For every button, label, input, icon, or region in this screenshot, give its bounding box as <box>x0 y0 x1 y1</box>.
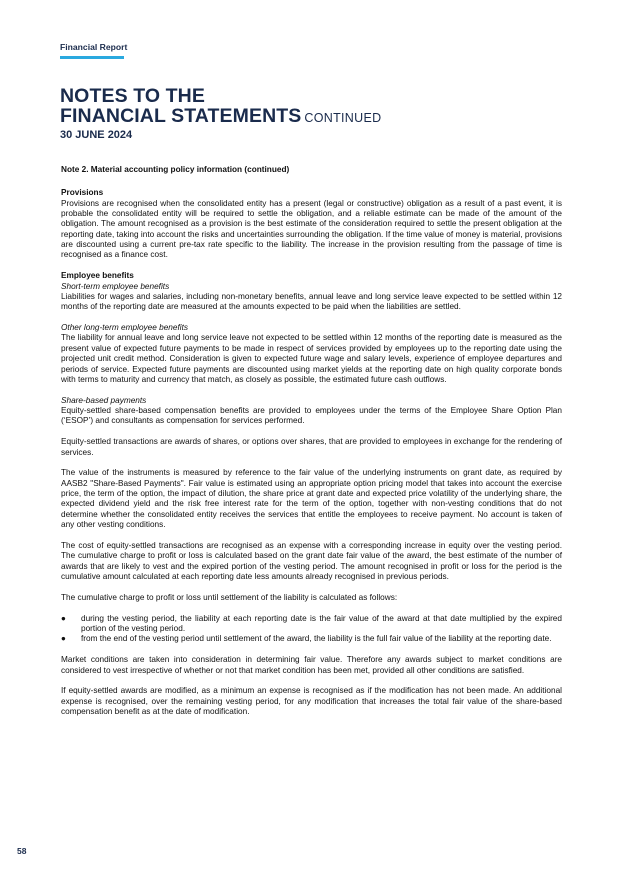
share-based-heading: Share-based payments <box>61 395 147 405</box>
short-term-text: Liabilities for wages and salaries, including non-monetary benefits, annual leave and long service leave expected to be settled within 12 months of the reporting date are measured at the amounts expected to be paid when the liabilities are settled. <box>61 291 562 312</box>
provisions-text: Provisions are recognised when the consolidated entity has a present (legal or constructive) obligation as a result of a past event, it is probable the consolidated entity will be required to settle the obligation, and a reliable estimate can be made of the amount of the obligation. The amount recognised as a provision is the best estimate of the consideration required to settle the present obligation at the reporting date, taking into account the risks and uncertainties surrounding the obligation. If the time value of money is material, provisions are discounted using a current pre-tax rate specific to the liability. The increase in the provision resulting from the passage of time is recognised as a finance cost. <box>61 198 562 260</box>
share-based-paragraph-4: The cost of equity-settled transactions are recognised as an expense with a corresponding increase in equity over the vesting period. The cumulative charge to profit or loss is calculated based on the grant date fair value of the award, the best estimate of the number of awards that are likely to vest and the expired portion of the vesting period. The amount recognised in profit or loss for the period is the cumulative amount calculated at each reporting date less amounts already recognised in previous periods. <box>61 540 562 581</box>
document-body <box>61 165 562 717</box>
short-term-heading: Short-term employee benefits <box>61 281 170 291</box>
title-line-2 <box>60 106 381 128</box>
share-based-paragraph-2: Equity-settled transactions are awards of shares, or options over shares, that are provided to employees in exchange for the rendering of services. <box>61 437 562 457</box>
bullet-icon: ● <box>61 613 66 623</box>
share-based-paragraph-5: The cumulative charge to profit or loss until settlement of the liability is calculated as follows: <box>61 592 398 602</box>
bullet-text: from the end of the vesting period until settlement of the award, the liability is the full fair value of the liability at the reporting date. <box>81 634 552 644</box>
employee-benefits-heading: Employee benefits <box>61 271 134 281</box>
header-accent-rule <box>60 56 124 59</box>
long-term-heading: Other long-term employee benefits <box>61 323 189 333</box>
provisions-heading: Provisions <box>61 188 104 198</box>
bullet-text: during the vesting period, the liability at each reporting date is the fair value of the award at that date multiplied by the expired portion of the vesting period. <box>81 613 562 634</box>
share-based-paragraph-1: Equity-settled share-based compensation benefits are provided to employees under the terms of the Employee Share Option Plan (‘ESOP’) and consultants as compensation for services performed. <box>61 406 562 426</box>
page-number: 58 <box>17 846 27 856</box>
vesting-bullet-list <box>61 614 562 645</box>
long-term-text: The liability for annual leave and long service leave not expected to be settled within 12 months of the reporting date is measured as the present value of expected future payments to be made in respect of services provided by employees up to the reporting date using the projected unit credit method. Consideration is given to expected future wage and salary levels, experience of employee departures and periods of service. Expected future payments are discounted using market yields at the reporting date on high quality corporate bonds with terms to maturity and currency that match, as closely as possible, the estimated future cash outflows. <box>61 333 562 384</box>
report-label: Financial Report <box>60 42 128 52</box>
note-title: Note 2. Material accounting policy information (continued) <box>61 165 290 174</box>
page-title <box>60 86 381 128</box>
share-based-paragraph-6: Market conditions are taken into consideration in determining fair value. Therefore any awards subject to market conditions are considered to vest irrespective of whether or not that market condition has been met, provided all other conditions are satisfied. <box>61 655 562 675</box>
share-based-paragraph-7: If equity-settled awards are modified, as a minimum an expense is recognised as if the modification has not been made. An additional expense is recognised, over the remaining vesting period, for any modification that increases the total fair value of the share-based compensation benefit as at the date of modification. <box>61 686 562 717</box>
title-line-2-text: FINANCIAL STATEMENTS <box>60 105 302 127</box>
share-based-paragraph-3: The value of the instruments is measured by reference to the fair value of the underlying instruments on grant date, as required by AASB2 "Share-Based Payments". Fair value is estimated using an appropriate option pricing model that takes into account the exercise price, the term of the option, the impact of dilution, the share price at grant date and expected price volatility of the underlying share, the expected dividend yield and the risk free interest rate for the term of the option, together with non-vesting conditions that do not determine whether the consolidated entity receives the services that entitle the employees to receive payment. No account is taken of any other vesting conditions. <box>61 468 562 530</box>
list-item <box>61 634 562 644</box>
page-subtitle-date: 30 JUNE 2024 <box>60 129 133 141</box>
list-item <box>61 614 562 635</box>
title-continued: CONTINUED <box>304 111 382 125</box>
title-line-1: NOTES TO THE <box>60 85 205 107</box>
bullet-icon: ● <box>61 634 66 644</box>
